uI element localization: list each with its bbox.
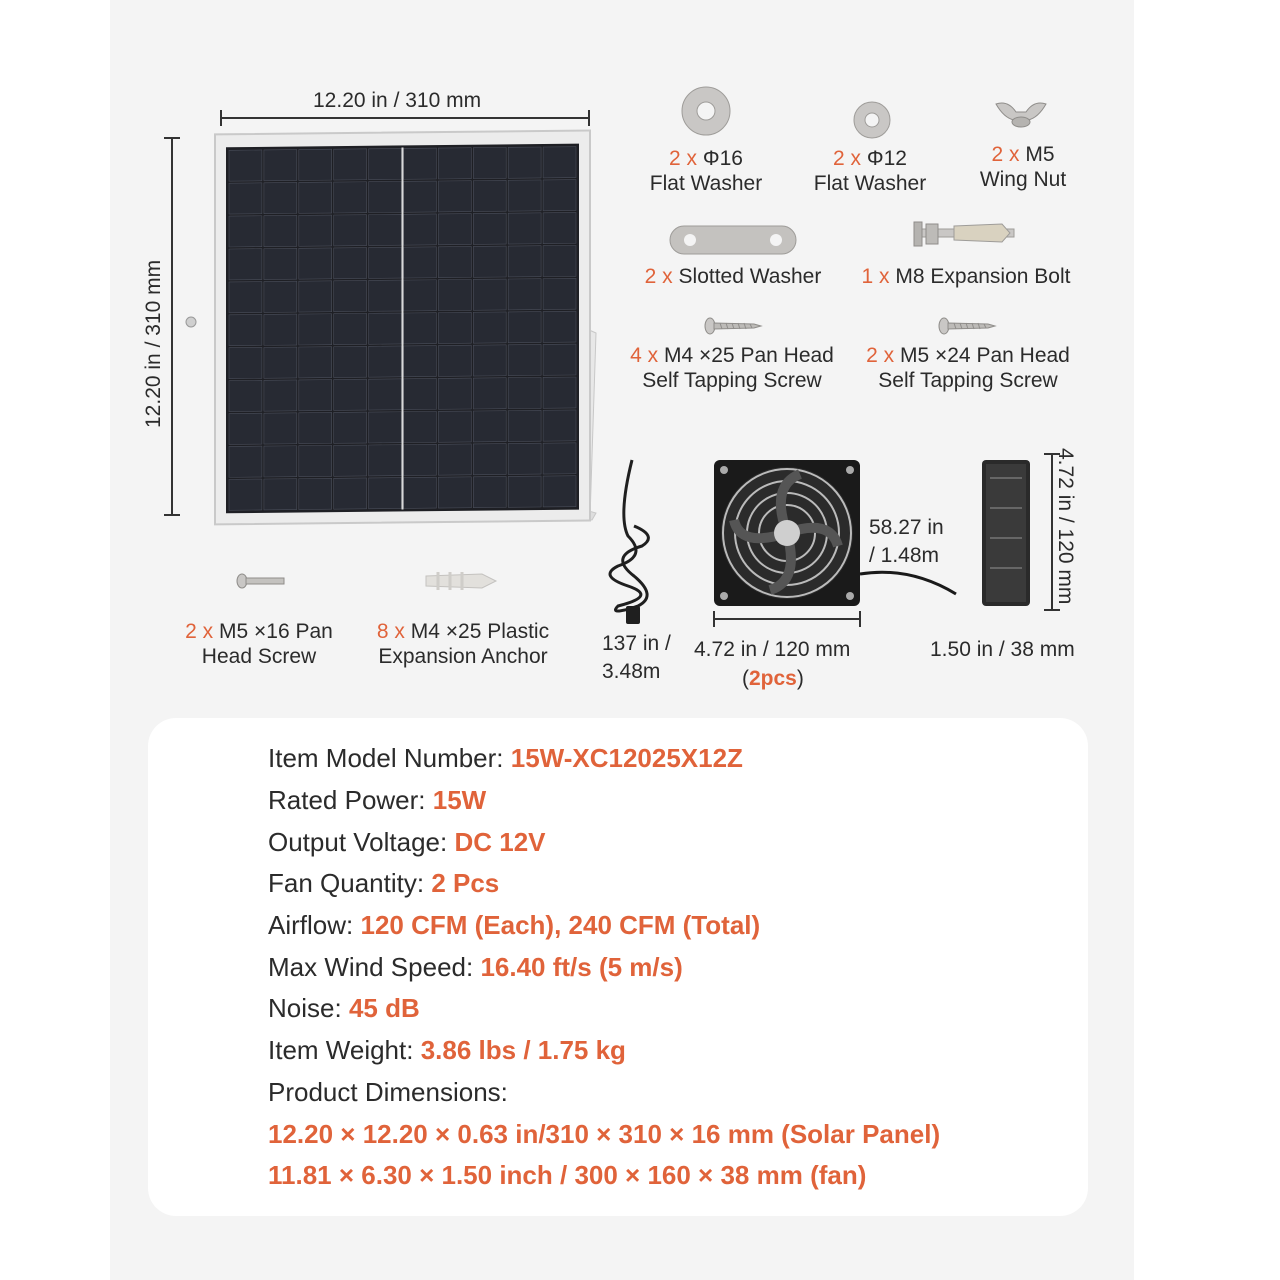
spec-label: Airflow: — [268, 910, 354, 940]
solar-cell — [508, 443, 541, 474]
solar-cell — [508, 476, 541, 507]
solar-cell — [264, 446, 297, 477]
fan-height-label: 4.72 in / 120 mm — [1054, 448, 1077, 605]
solar-cell — [369, 214, 402, 245]
solar-cell — [229, 216, 262, 247]
solar-cell — [438, 378, 471, 409]
solar-cell — [473, 279, 506, 310]
accessory-label: 1 x M8 Expansion Bolt — [861, 265, 1071, 288]
spec-row — [268, 992, 420, 1024]
pan-head-screw-icon — [236, 572, 286, 590]
solar-cell — [438, 345, 471, 376]
spec-value: 2 Pcs — [431, 868, 500, 898]
solar-cell — [438, 214, 471, 245]
solar-cell — [473, 246, 506, 277]
solar-cell — [473, 180, 506, 211]
cable-length-label: 137 in / 3.48m — [602, 632, 671, 683]
solar-cell — [299, 182, 332, 213]
fan-cable-length-label: 58.27 in / 1.48m — [869, 516, 944, 567]
spec-row — [268, 784, 486, 816]
solar-cell — [299, 412, 332, 443]
plastic-anchor-icon — [424, 568, 498, 594]
solar-cell — [229, 183, 262, 214]
solar-cell — [438, 312, 471, 343]
spec-label: Rated Power: — [268, 785, 426, 815]
solar-cell — [299, 445, 332, 476]
solar-cell — [264, 413, 297, 444]
solar-cell — [508, 312, 541, 343]
spec-row — [268, 1034, 626, 1066]
solar-cell — [334, 379, 367, 410]
solar-cell — [229, 249, 262, 280]
solar-cell — [334, 182, 367, 213]
solar-cell — [438, 279, 471, 310]
spec-value: 11.81 × 6.30 × 1.50 inch / 300 × 160 × 38 mm (fan) — [268, 1160, 867, 1190]
solar-cell — [369, 247, 402, 278]
solar-cell — [369, 445, 402, 476]
spec-row — [268, 1118, 940, 1150]
accessory-label: 2 x M5 Wing Nut — [979, 143, 1067, 191]
solar-cell — [264, 281, 297, 312]
spec-value: DC 12V — [454, 827, 546, 857]
spec-label: Max Wind Speed: — [268, 952, 474, 982]
spec-label: Noise: — [268, 993, 342, 1023]
solar-cell — [369, 313, 402, 344]
solar-cell — [334, 248, 367, 279]
accessory-label: 2 x M5 ×24 Pan Head Self Tapping Screw — [866, 344, 1070, 392]
solar-cell — [369, 379, 402, 410]
solar-cell — [369, 346, 402, 377]
fan-depth-label: 1.50 in / 38 mm — [930, 638, 1075, 661]
solar-cell — [438, 148, 471, 179]
solar-cell — [334, 280, 367, 311]
panel-width-label: 12.20 in / 310 mm — [313, 89, 482, 112]
solar-cell — [543, 212, 576, 243]
panel-height-label: 12.20 in / 310 mm — [142, 259, 165, 428]
accessory-label: 8 x M4 ×25 Plastic Expansion Anchor — [376, 620, 550, 668]
accessory-label: 2 x Φ12 Flat Washer — [813, 147, 927, 195]
solar-cell — [438, 246, 471, 277]
solar-cell — [229, 479, 262, 510]
spec-label: Item Model Number: — [268, 743, 504, 773]
solar-cell — [369, 181, 402, 212]
solar-cell — [404, 477, 437, 508]
solar-cell — [438, 181, 471, 212]
solar-cell — [299, 248, 332, 279]
solar-cell — [508, 213, 541, 244]
solar-cell — [404, 181, 437, 212]
solar-cell — [229, 347, 262, 378]
solar-cell — [264, 380, 297, 411]
spec-label: Output Voltage: — [268, 827, 448, 857]
solar-cell — [508, 279, 541, 310]
solar-cell — [404, 313, 437, 344]
fan-width-label: 4.72 in / 120 mm — [694, 638, 851, 661]
solar-cell — [334, 149, 367, 180]
solar-cell — [404, 411, 437, 442]
spec-value: 3.86 lbs / 1.75 kg — [420, 1035, 626, 1065]
solar-cell — [264, 182, 297, 213]
solar-cell — [508, 180, 541, 211]
solar-cell — [543, 180, 576, 211]
solar-cell — [264, 215, 297, 246]
solar-cell — [473, 378, 506, 409]
spec-value: 15W-XC12025X12Z — [510, 743, 743, 773]
solar-cell — [334, 445, 367, 476]
solar-cell — [264, 248, 297, 279]
solar-cell — [264, 150, 297, 181]
solar-cell — [543, 245, 576, 276]
expansion-bolt-icon — [910, 214, 1018, 254]
solar-cell — [473, 444, 506, 475]
flat-washer-16-icon — [680, 85, 732, 137]
solar-cell — [229, 282, 262, 313]
solar-cell — [299, 149, 332, 180]
spec-label: Item Weight: — [268, 1035, 414, 1065]
solar-cell — [229, 150, 262, 181]
solar-cell — [299, 314, 332, 345]
fan-count-label: (2pcs) — [742, 667, 804, 690]
solar-cell — [473, 147, 506, 178]
accessory-label: 4 x M4 ×25 Pan Head Self Tapping Screw — [630, 344, 834, 392]
solar-cell — [229, 413, 262, 444]
solar-cell — [369, 280, 402, 311]
solar-cell — [229, 314, 262, 345]
solar-cell — [473, 476, 506, 507]
spec-row — [268, 1076, 508, 1108]
solar-cell — [543, 443, 576, 474]
accessory-label: 2 x Slotted Washer — [644, 265, 822, 288]
spec-row — [268, 742, 743, 774]
spec-row — [268, 867, 499, 899]
solar-cell — [299, 478, 332, 509]
solar-panel-image — [160, 88, 600, 538]
solar-cell — [369, 412, 402, 443]
solar-cell — [543, 311, 576, 342]
spec-value: 15W — [432, 785, 487, 815]
spec-row — [268, 909, 760, 941]
solar-cell — [404, 214, 437, 245]
spec-row — [268, 951, 683, 983]
solar-cell — [404, 148, 437, 179]
solar-cell — [334, 215, 367, 246]
solar-cell — [264, 479, 297, 510]
solar-cell — [334, 478, 367, 509]
flat-washer-12-icon — [852, 100, 892, 140]
slotted-washer-icon — [668, 222, 798, 258]
solar-cell — [334, 313, 367, 344]
solar-cell — [438, 411, 471, 442]
solar-cell — [229, 446, 262, 477]
solar-cell — [299, 347, 332, 378]
solar-cell — [543, 410, 576, 441]
solar-cell — [473, 213, 506, 244]
solar-cell — [229, 380, 262, 411]
solar-cell — [404, 346, 437, 377]
solar-cell — [404, 444, 437, 475]
solar-cell — [543, 377, 576, 408]
solar-cell — [404, 378, 437, 409]
accessory-label: 2 x M5 ×16 Pan Head Screw — [185, 620, 333, 668]
spec-value: 45 dB — [348, 993, 420, 1023]
spec-label: Fan Quantity: — [268, 868, 425, 898]
solar-cell — [264, 347, 297, 378]
solar-cell — [543, 344, 576, 375]
solar-cell — [473, 312, 506, 343]
accessory-label: 2 x Φ16 Flat Washer — [649, 147, 763, 195]
spec-row — [268, 826, 546, 858]
tapping-screw-icon — [704, 316, 762, 336]
solar-cell — [508, 246, 541, 277]
solar-cell — [264, 314, 297, 345]
solar-cell — [543, 278, 576, 309]
solar-cell — [543, 476, 576, 507]
solar-cell — [438, 477, 471, 508]
solar-cell — [508, 410, 541, 441]
solar-cell — [508, 377, 541, 408]
solar-cell — [369, 148, 402, 179]
solar-cell — [299, 380, 332, 411]
extension-cable-icon — [598, 456, 668, 626]
fan-side-image — [960, 448, 1100, 648]
solar-cell — [473, 345, 506, 376]
solar-cell — [404, 247, 437, 278]
spec-value: 120 CFM (Each), 240 CFM (Total) — [360, 910, 761, 940]
solar-cell — [369, 478, 402, 509]
solar-cell — [508, 344, 541, 375]
solar-cell — [473, 411, 506, 442]
spec-row — [268, 1159, 866, 1191]
solar-cell — [299, 215, 332, 246]
wing-nut-icon — [994, 100, 1048, 130]
solar-cell — [404, 280, 437, 311]
solar-cell — [334, 412, 367, 443]
spec-value: 12.20 × 12.20 × 0.63 in/310 × 310 × 16 mm (Solar Panel) — [268, 1119, 941, 1149]
solar-cell — [508, 147, 541, 178]
solar-cell — [438, 444, 471, 475]
solar-cell — [543, 147, 576, 178]
solar-cell — [334, 346, 367, 377]
tapping-screw-icon — [938, 316, 996, 336]
spec-value: 16.40 ft/s (5 m/s) — [480, 952, 683, 982]
spec-label: Product Dimensions: — [268, 1077, 508, 1107]
solar-cell — [299, 281, 332, 312]
